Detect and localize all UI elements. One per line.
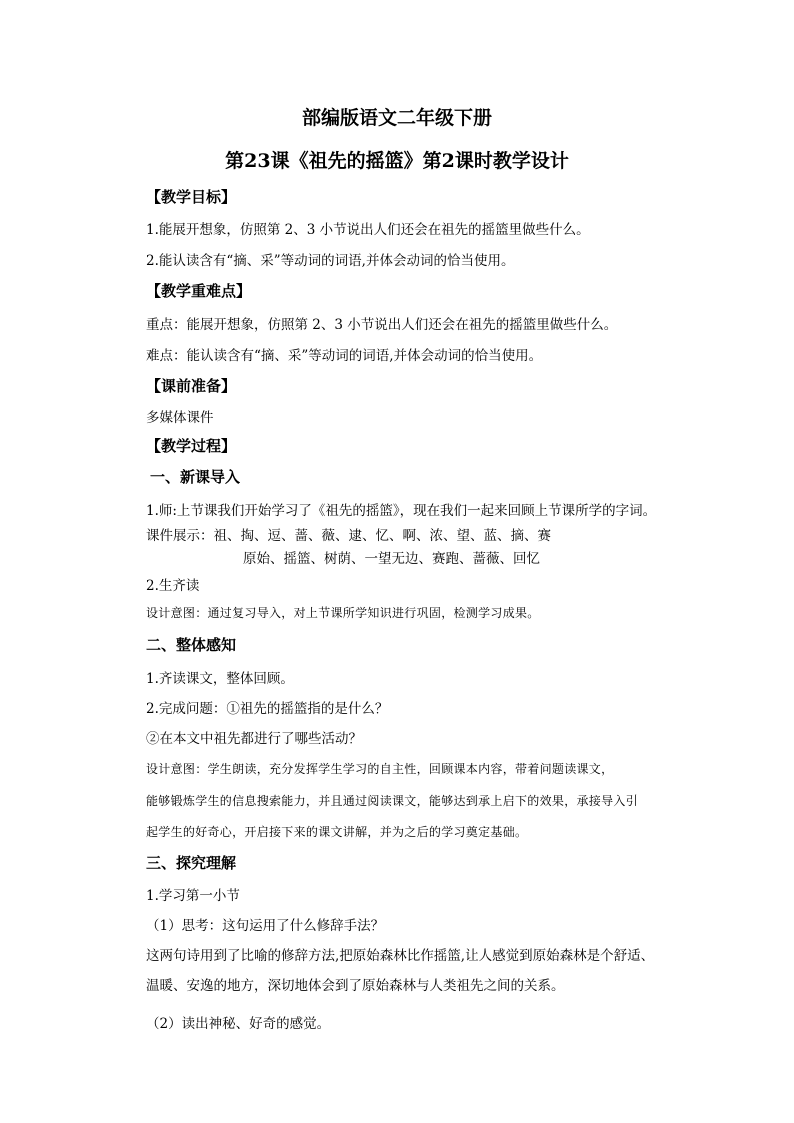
step-heading-overview: 二、整体感知: [146, 636, 237, 654]
design-intent-note: 起学生的好奇心，开启接下来的课文讲解，并为之后的学习奠定基础。: [146, 825, 528, 839]
question: （2）读出神秘、好奇的感觉。: [146, 1016, 331, 1032]
courseware-line: 原始、摇篮、树荫、一望无边、赛跑、蔷薇、回忆: [243, 551, 540, 567]
section-heading-process: 【教学过程】: [146, 437, 237, 455]
step-heading-intro: 一、新课导入: [150, 468, 241, 486]
document-title: 部编版语文二年级下册: [301, 107, 492, 129]
step-item: 2.生齐读: [146, 578, 200, 594]
answer-line: 温暖、安逸的地方，深切地体会到了原始森林与人类祖先之间的关系。: [146, 978, 565, 994]
courseware-line: 课件展示：祖、掏、逗、蔷、薇、逮、忆、啊、浓、望、蓝、摘、赛: [146, 528, 551, 544]
step-item: 2.完成问题：①祖先的摇篮指的是什么？: [146, 701, 389, 717]
design-intent-note: 能够锻炼学生的信息搜索能力，并且通过阅读课文，能够达到承上启下的效果，承接导入引: [146, 794, 639, 808]
section-heading-preparation: 【课前准备】: [146, 377, 237, 395]
step-item: 1.师:上节课我们开始学习了《祖先的摇篮》，现在我们一起来回顾上节课所学的字词。: [146, 503, 657, 519]
preparation-text: 多媒体课件: [146, 410, 214, 426]
goal-item: 1.能展开想象，仿照第 2、3 小节说出人们还会在祖先的摇篮里做些什么。: [146, 222, 590, 238]
question: （1）思考：这句运用了什么修辞手法？: [146, 918, 385, 934]
answer-line: 这两句诗用到了比喻的修辞方法,把原始森林比作摇篮,让人感觉到原始森林是个舒适、: [146, 948, 655, 964]
section-heading-goals: 【教学目标】: [146, 188, 237, 206]
step-item: ②在本文中祖先都进行了哪些活动？: [146, 731, 362, 747]
step-item: 1.齐读课文，整体回顾。: [146, 671, 294, 687]
design-intent-note: 设计意图：通过复习导入，对上节课所学知识进行巩固，检测学习成果。: [146, 606, 540, 620]
design-intent-note: 设计意图：学生朗读，充分发挥学生学习的自主性，回顾课本内容，带着问题读课文，: [146, 762, 614, 776]
step-item: 1.学习第一小节: [146, 888, 240, 904]
section-heading-key-points: 【教学重难点】: [146, 282, 252, 300]
lesson-title: 第23课《祖先的摇篮》第2课时教学设计: [225, 150, 569, 172]
goal-item: 2.能认读含有“摘、采”等动词的词语,并体会动词的恰当使用。: [146, 253, 515, 269]
difficult-point: 难点：能认读含有“摘、采”等动词的词语,并体会动词的恰当使用。: [146, 348, 543, 364]
step-heading-inquiry: 三、探究理解: [146, 854, 237, 872]
key-point: 重点：能展开想象，仿照第 2、3 小节说出人们还会在祖先的摇篮里做些什么。: [146, 317, 618, 333]
